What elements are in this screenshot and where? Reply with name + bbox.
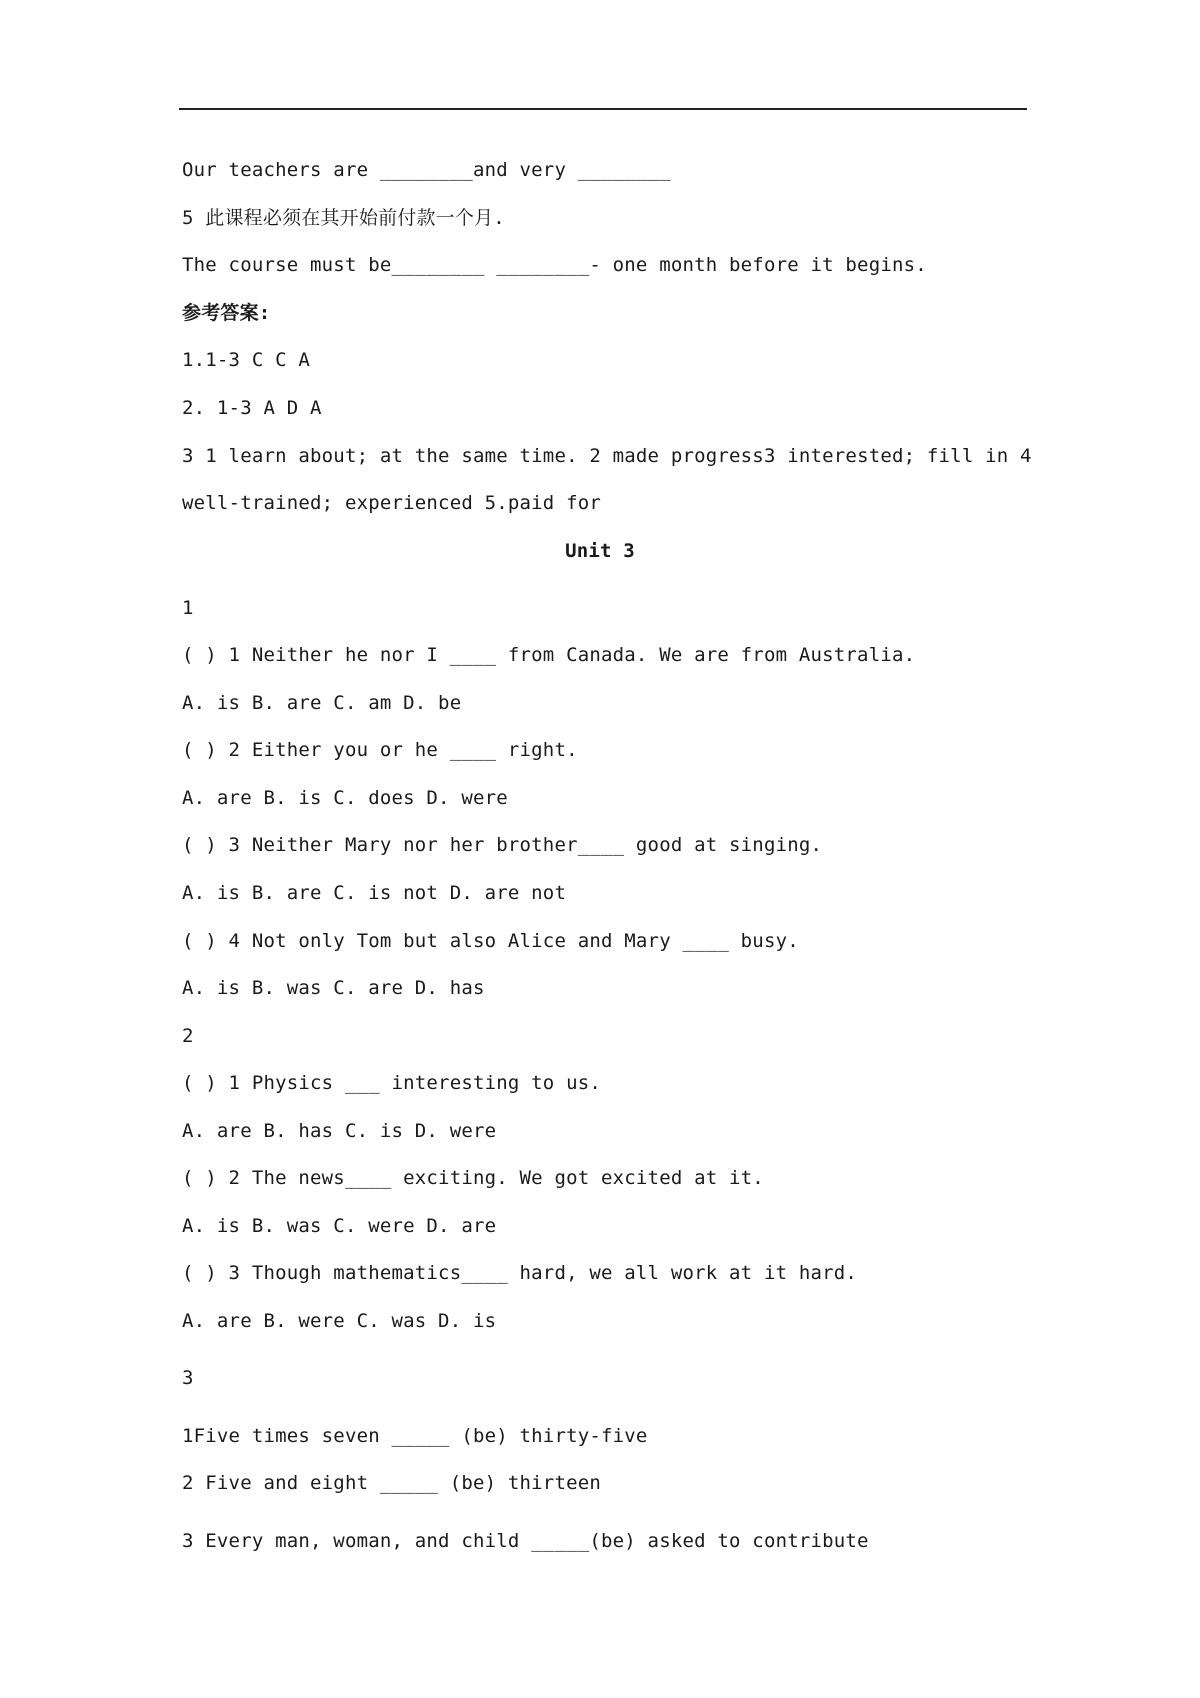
question-line: ( ) 4 Not only Tom but also Alice and Mary ____ busy. bbox=[182, 930, 799, 952]
answer-part: 3 1 learn about; at the same time. 2 made progress bbox=[182, 445, 764, 467]
question-line: ( ) 1 Physics ___ interesting to us. bbox=[182, 1072, 602, 1094]
question-line: ( ) 2 Either you or he ____ right. bbox=[182, 739, 578, 761]
question-line: 1Five times seven _____ (be) thirty-five bbox=[182, 1425, 648, 1447]
question-line: ( ) 2 The news____ exciting. We got excited at it. bbox=[182, 1167, 764, 1189]
options-line: A. are B. were C. was D. is bbox=[182, 1310, 497, 1332]
answer-line: 2. 1-3 A D A bbox=[182, 397, 322, 419]
options-line: A. is B. are C. am D. be bbox=[182, 692, 462, 714]
question-line: 2 Five and eight _____ (be) thirteen bbox=[182, 1472, 602, 1494]
answer-line: well-trained; experienced 5.paid for bbox=[182, 492, 602, 514]
question-line: ( ) 3 Though mathematics____ hard, we all work at it hard. bbox=[182, 1262, 858, 1284]
answer-part: 3 interested; fill in 4 bbox=[763, 445, 1032, 467]
question-line: ( ) 1 Neither he nor I ____ from Canada. We are from Australia. bbox=[182, 644, 916, 666]
section-number: 1 bbox=[182, 597, 194, 619]
question-line: ( ) 3 Neither Mary nor her brother____ good at singing. bbox=[182, 834, 823, 856]
text-line: Our teachers are ________and very ________ bbox=[182, 159, 671, 181]
section-number: 3 bbox=[182, 1367, 194, 1389]
options-line: A. are B. is C. does D. were bbox=[182, 787, 508, 809]
answer-line bbox=[182, 444, 1032, 468]
section-number: 2 bbox=[182, 1025, 194, 1047]
options-line: A. are B. has C. is D. were bbox=[182, 1120, 497, 1142]
text-line: 5 此课程必须在其开始前付款一个月. bbox=[182, 207, 505, 229]
options-line: A. is B. are C. is not D. are not bbox=[182, 882, 567, 904]
options-line: A. is B. was C. were D. are bbox=[182, 1215, 497, 1237]
unit-title: Unit 3 bbox=[565, 540, 635, 562]
answer-line: 1.1-3 C C A bbox=[182, 349, 311, 371]
question-line: 3 Every man, woman, and child _____(be) asked to contribute bbox=[182, 1530, 869, 1552]
answers-heading: 参考答案: bbox=[182, 302, 271, 324]
options-line: A. is B. was C. are D. has bbox=[182, 977, 485, 999]
header-rule bbox=[179, 108, 1027, 110]
text-line: The course must be________ ________- one month before it begins. bbox=[182, 254, 927, 276]
